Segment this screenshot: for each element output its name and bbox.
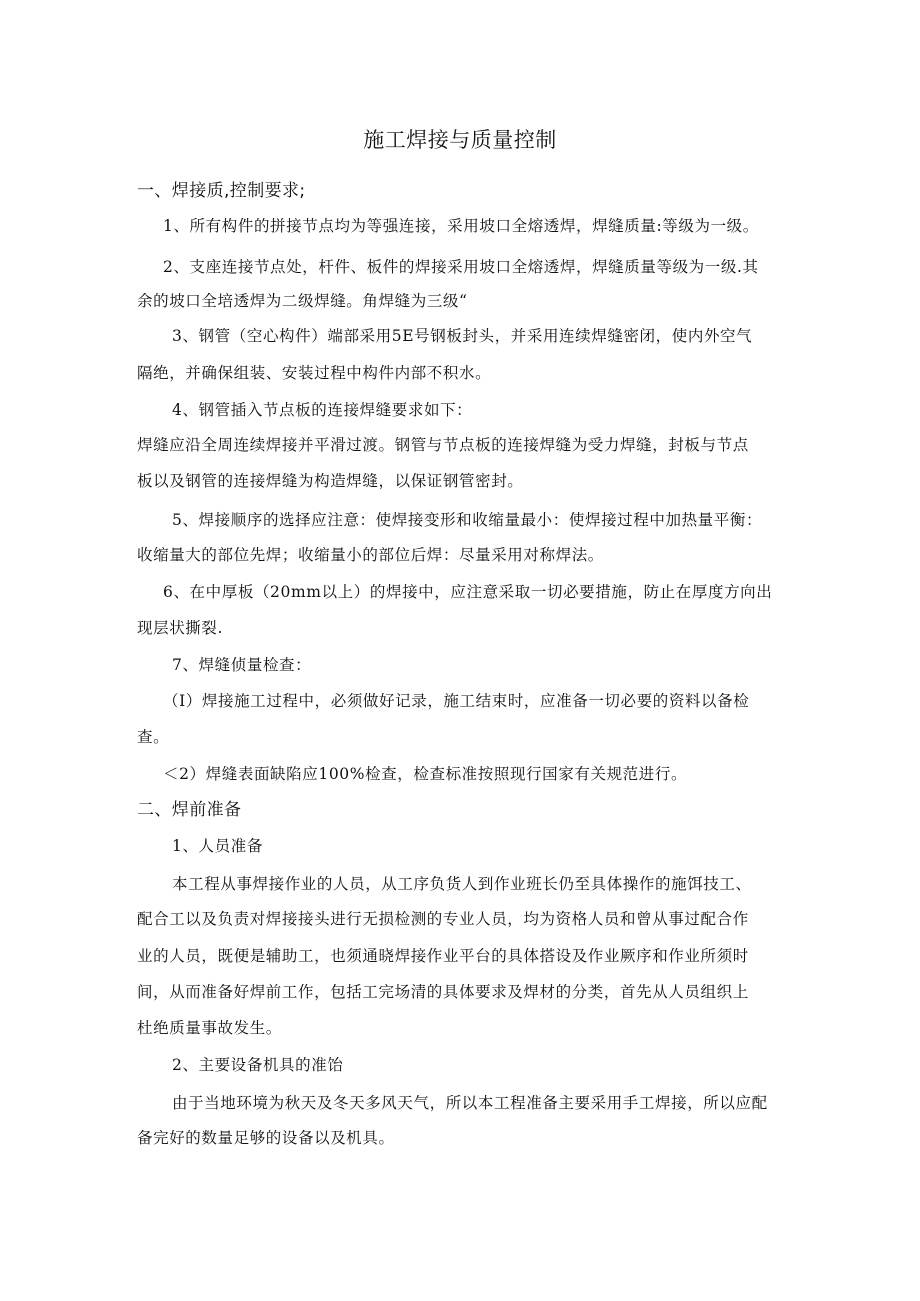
paragraph-line: 4、钢管插入节点板的连接焊缝要求如下：: [172, 401, 473, 419]
paragraph-line: ＜2）焊缝表面缺陷应100%检查，检查标准按照现行国家有关规范进行。: [163, 765, 688, 783]
paragraph-line: 业的人员，既便是辅助工，也须通晓焊接作业平台的具体搭设及作业厥序和作业所须时: [137, 947, 749, 965]
paragraph-line: 板以及钢管的连接焊缝为构造焊缝，以保证钢管密封。: [137, 472, 524, 490]
paragraph-line: 6、在中厚板（20mm以上）的焊接中，应注意采取一切必要措施，防止在厚度方向出: [163, 583, 773, 601]
paragraph-line: 余的坡口全培透焊为二级焊缝。角焊缝为三级“: [137, 292, 468, 310]
page-title: 施工焊接与质量控制: [363, 128, 557, 152]
paragraph-line: 隔绝，并确保组装、安装过程中构件内部不积水。: [137, 364, 492, 382]
subsection-title: 2、主要设备机具的准饴: [172, 1056, 344, 1074]
paragraph-line: 间，从而准备好焊前工作，包括工完场清的具体要求及焊材的分类，首先从人员组织上: [137, 983, 749, 1001]
paragraph-line: 由于当地环境为秋天及冬天多风天气，所以本工程准备主要采用手工焊接，所以应配: [172, 1094, 768, 1112]
section-heading-1: 一、焊接质,控制要求;: [137, 181, 306, 201]
paragraph-line: 收缩量大的部位先焊；收缩量小的部位后焊：尽量采用对称焊法。: [137, 546, 604, 564]
paragraph-line: 7、焊缝侦量检查：: [172, 656, 312, 674]
subsection-title: 1、人员准备: [172, 837, 263, 855]
paragraph-line: 现层状撕裂.: [137, 619, 224, 637]
paragraph-line: 本工程从事焊接作业的人员，从工序负货人到作业班长仍至具体操作的施饵技工、: [172, 875, 752, 893]
paragraph-line: 1、所有构件的拼接节点均为等强连接，采用坡口全熔透焊，焊缝质量:等级为一级。: [163, 217, 759, 235]
paragraph-line: 焊缝应沿全周连续焊接并平滑过渡。钢管与节点板的连接焊缝为受力焊缝，封板与节点: [137, 436, 749, 454]
paragraph-line: 2、支座连接节点处，杆件、板件的焊接采用坡口全熔透焊，焊缝质量等级为一级.其: [163, 258, 759, 276]
paragraph-line: 5、焊接顺序的选择应注意：使焊接变形和收缩量最小：使焊接过程中加热量平衡：: [172, 511, 763, 529]
paragraph-line: 3、钢管（空心构件）端部采用5E号钢板封头，并采用连续焊缝密闭，使内外空气: [172, 327, 753, 345]
paragraph-line: 备完好的数量足够的设备以及机具。: [137, 1129, 395, 1147]
paragraph-line: 杜绝质量事故发生。: [137, 1019, 282, 1037]
paragraph-line: 查。: [137, 728, 170, 746]
paragraph-line: （I）焊接施工过程中，必须做好记录，施工结束时，应准备一切必要的资料以备检: [163, 692, 750, 710]
paragraph-line: 配合工以及负责对焊接接头进行无损检测的专业人员，均为资格人员和曾从事过配合作: [137, 910, 749, 928]
section-heading-2: 二、焊前准备: [137, 800, 242, 820]
